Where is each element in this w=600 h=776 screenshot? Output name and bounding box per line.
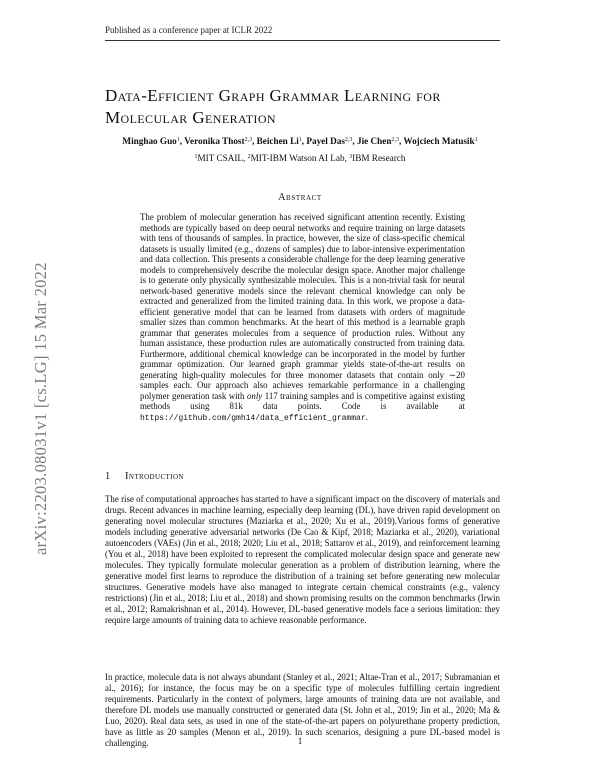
author-sup: 2,3 bbox=[244, 137, 253, 143]
affil-name: IBM Research bbox=[352, 153, 406, 163]
author-sup: 1 bbox=[176, 137, 180, 143]
page-number: 1 bbox=[297, 736, 303, 746]
abstract-heading: Abstract bbox=[278, 192, 322, 203]
affil-name: MIT-IBM Watson AI Lab bbox=[250, 153, 345, 163]
abstract-text-cont: 117 training samples and is competitive against existing methods using 81k data points. Code is available at bbox=[140, 390, 465, 411]
header-rule bbox=[105, 40, 500, 41]
author-sup: 2,3 bbox=[344, 137, 353, 143]
section-heading bbox=[105, 471, 500, 482]
paper-title bbox=[105, 85, 525, 129]
author-name: Jie Chen bbox=[357, 136, 392, 146]
author-sup: 1 bbox=[474, 137, 478, 143]
affil-name: MIT CSAIL bbox=[197, 153, 244, 163]
intro-paragraph-1: The rise of computational approaches has started to have a significant impact on the discovery of materials and drugs. Recent advances in machine learning, especially deep learning (DL), have driven rapid development on generating novel molecular structures (Maziarka et al., 2020; Xu et al., 2019).Various forms of generative models including generative adversarial networks (De Cao & Kipf, 2018; Maziarka et al., 2020), variational autoencoders (VAEs) (Jin et al., 2018; 2020; Liu et al., 2018; Sattarov et al., 2019), and reinforcement learning (You et al., 2018) have been exploited to represent the complicated molecular design space and generate new molecules. They typically formulate molecular generation as a problem of distribution learning, where the generative model first learns to reproduce the distribution of a training set before generating new molecular structures. Generative models have also managed to integrate certain chemical constraints (e.g., valency restrictions) (Jin et al., 2018; Liu et al., 2018) and shown promising results on the common benchmarks (Irwin et al., 2012; Ramakrishnan et al., 2014). However, DL-based generative models face a serious limitation: they require large amounts of training data to achieve reasonable performance. bbox=[105, 494, 500, 625]
running-header: Published as a conference paper at ICLR 2022 bbox=[105, 25, 273, 35]
affil-sup: 2 bbox=[247, 154, 251, 160]
author-name: Wojciech Matusik bbox=[403, 136, 475, 146]
title-line-1: Data-Efficient Graph Grammar Learning for bbox=[105, 86, 441, 106]
author-name: Minghao Guo bbox=[122, 136, 177, 146]
author-name: Veronika Thost bbox=[184, 136, 245, 146]
code-url-link[interactable]: https://github.com/gmh14/data_efficient_grammar bbox=[140, 413, 366, 423]
affiliations: $^1$MIT CSAIL, $^2$MIT-IBM Watson AI Lab, $^3$IBM Research bbox=[194, 153, 406, 163]
abstract-body bbox=[140, 212, 465, 424]
title-line-2: Molecular Generation bbox=[105, 108, 276, 128]
author-sup: 1 bbox=[298, 137, 302, 143]
abstract-emphasis: only bbox=[246, 390, 263, 401]
section-number: 1 bbox=[105, 471, 111, 482]
author-sup: 2,3 bbox=[391, 137, 399, 143]
section-title: Introduction bbox=[125, 471, 184, 482]
intro-paragraph-2: In practice, molecule data is not always abundant (Stanley et al., 2021; Altae-Tran et al., 2017; Subramanian et al., 2016); for instance, the focus may be on a specific type of molecules fulfilling certain ingredient requirements. Particularly in the context of polymers, large amounts of training data are not available, and therefore DL models use manually constructed or generated data (St. John et al., 2019; Jin et al., 2020; Ma & Luo, 2020). Real data sets, as used in one of the state-of-the-art papers on polyurethane property prediction, have as little as 20 samples (Menon et al., 2019). In such scenarios, designing a pure DL-based model is challenging. bbox=[105, 672, 500, 748]
abstract-text-end: . bbox=[365, 411, 368, 422]
author-name: Payel Das bbox=[306, 136, 345, 146]
arxiv-stamp: arXiv:2203.08031v1 [cs.LG] 15 Mar 2022 bbox=[31, 262, 50, 555]
affil-sup: 3 bbox=[349, 154, 353, 160]
abstract-text: The problem of molecular generation has received significant attention recently. Existing methods are typically based on deep neural networks and require training on large datasets with tens of thousands of samples. In practice, however, the size of class-specific chemical datasets is usually limited (e.g., dozens of samples) due to labor-intensive experimentation and data collection. This presents a considerable challenge for the deep learning generative models to comprehensively describe the molecular design space. Another major challenge is to generate only physically synthesizable molecules. This is a non-trivial task for neural network-based generative models since the relevant chemical knowledge can only be extracted and generalized from the limited training data. In this work, we propose a data-efficient generative model that can be learned from datasets with orders of magnitude smaller sizes than common benchmarks. At the heart of this method is a learnable graph grammar that generates molecules from a sequence of production rules. Without any human assistance, these production rules are automatically constructed from training data. Furthermore, additional chemical knowledge can be incorporated in the model by further grammar optimization. Our learned graph grammar yields state-of-the-art results on generating high-quality molecules for three monomer datasets that contain only ∼20 samples each. Our approach also achieves remarkable performance in a challenging polymer generation task with bbox=[140, 212, 465, 401]
affil-sup: 1 bbox=[194, 154, 198, 160]
author-name: Beichen Li bbox=[256, 136, 299, 146]
author-list: Minghao Guo$^1$, Veronika Thost$^{2,3}$, Beichen Li$^1$, Payel Das$^{2,3}$, Jie Chen$^{2,3}$, Wojciech Matusik$^1$ bbox=[122, 136, 478, 146]
